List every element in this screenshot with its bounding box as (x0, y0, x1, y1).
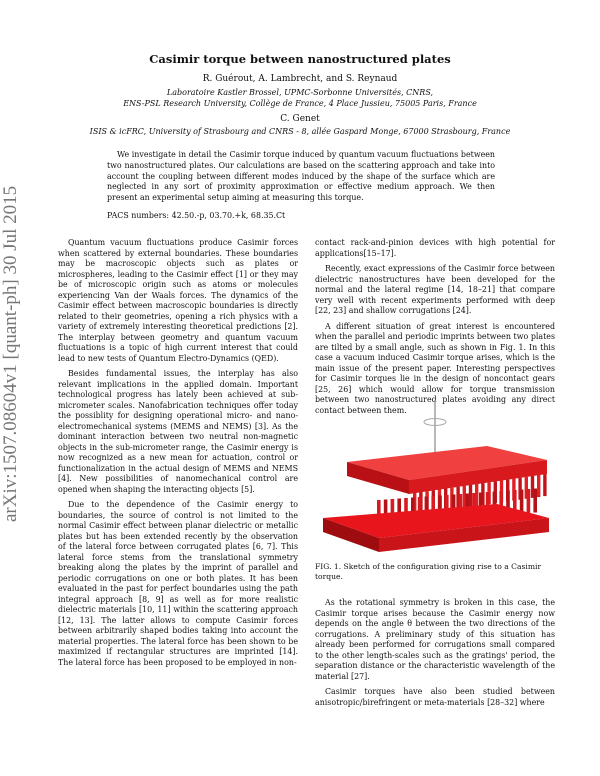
paragraph: Casimir torques have also been studied between anisotropic/birefringent or meta-materials [28–32] where (315, 687, 555, 707)
paragraph: As the rotational symmetry is broken in this case, the Casimir torque arises because the Casimir energy now depends on the angle θ between the two directions of the corrugations. A preliminary study of this situation has already been performed for corrugations small compared to the other length-scales such as the gratings' period, the separation distance or the characteristic wavelength of the material [27]. (315, 598, 555, 681)
corrugation-tooth (469, 485, 472, 507)
figure-caption: FIG. 1. Sketch of the configuration giving rise to a Casimir torque. (315, 562, 542, 581)
paragraph: A different situation of great interest is encountered when the parallel and periodic imprints between two plates are tilted by a small angle, such as shown in Fig. 1. In this case a vacuum induced Casimir torque arises, which is the main issue of the present paper. Interesting perspectives for Casimir torques lie in the design of noncontact gears [25, 26] which would allow for torque transmission between two nanostructured plates avoiding any direct contact between them. (315, 321, 555, 415)
affiliation-1-line-2: ENS-PSL Research University, Collège de France, 4 Place Jussieu, 75005 Paris, France (123, 99, 477, 108)
paragraph: Besides fundamental issues, the interplay has also relevant implications in the applied domain. Important technological progress has lately been achieved at sub-micrometer scales. Nanofabrication techniques offer today the possiblity for designing operational micro- and nano-electromechanical systems (MEMS and NEMS) [3]. As the dominant interaction between two neutral non-magnetic objects in the sub-micrometer range, the Casimir energy is now recognized as a new mean for actuation, control or functionalization in the actual design of MEMS and NEMS [4]. New possibilities of nanomechanical control are opened when shaping the interacting objects [5]. (58, 369, 298, 494)
affiliation-2: ISIS & icFRC, University of Strasbourg and CNRS - 8, allée Gaspard Monge, 67000 Strasbourg, France (89, 127, 511, 136)
paper-title: Casimir torque between nanostructured plates (149, 52, 451, 66)
pacs-numbers: PACS numbers: 42.50.-p, 03.70.+k, 68.35.Ct (107, 211, 286, 220)
abstract: We investigate in detail the Casimir torque induced by quantum vacuum fluctuations between two nanostructured plates. Our calculations are based on the scattering approach and take into account the coupling between different modes induced by the shape of the surface which are neglected in any sort of proximity approximation or effective medium approach. We then present an experimental setup aiming at measuring this torque. (107, 150, 495, 203)
paragraph: Quantum vacuum fluctuations produce Casimir forces when scattered by external boundaries. These boundaries may be macroscopic objects such as plates or microspheres, leading to the Casimir effect [1] or they may be of microscopic origin such as atoms or molecules experiencing Van der Waals forces. The dynamics of the Casimir effect between macroscopic boundaries is directly related to their geometries, opening a rich physics with a variety of extremely interesting theoretical predictions [2]. The interplay between geometry and quantum vacuum fluctuations is a topic of high current interest that could lead to new tests of Quantum Electro-Dynamics (QED). (58, 238, 298, 363)
left-column (58, 238, 298, 673)
corrugation-tooth (520, 490, 524, 514)
figure-1-casimir-plates (317, 400, 553, 560)
paragraph: Due to the dependence of the Casimir energy to boundaries, the source of control is not limited to the normal Casimir effect between planar dielectric or metallic plates but has been extended recently by the observation of the lateral force between corrugated plates [6, 7]. This lateral force stems from the translational symmetry breaking along the plates by the imprint of parallel and periodic corrugations on one or both plates. It has been evaluated in the past for perfect boundaries using the path integral approach [8, 9] as well as for more realistic dielectric materials [10, 11] within the scattering approach [12, 13]. The latter allows to compute Casimir forces between arbitrarily shaped bodies taking into account the material properties. The lateral force has been shown to be maximized if rectangular structures are imprinted [14]. The lateral force has been proposed to be employed in non- (58, 500, 298, 667)
corrugation-tooth (533, 489, 537, 513)
corrugation-tooth (537, 475, 540, 497)
author-2: C. Genet (280, 114, 320, 124)
corrugation-tooth (527, 489, 531, 513)
right-column-top (315, 238, 555, 421)
affiliation-1-line-1: Laboratoire Kastler Brossel, UPMC-Sorbonne Universités, CNRS, (166, 88, 434, 97)
arxiv-stamp: arXiv:1507.08604v1 [quant-ph] 30 Jul 2015 (0, 185, 21, 522)
paragraph: contact rack-and-pinion devices with high potential for applications[15–17]. (315, 238, 555, 258)
paragraph: Recently, exact expressions of the Casimir force between dielectric nanostructures have been developed for the normal and the lateral regime [14, 18–21] that compare very well with recent experiments performed with deep [22, 23] and shallow corrugations [24]. (315, 264, 555, 315)
corrugation-tooth (543, 474, 546, 496)
right-column-bottom (315, 598, 555, 713)
authors: R. Guérout, A. Lambrecht, and S. Reynaud (202, 74, 398, 84)
